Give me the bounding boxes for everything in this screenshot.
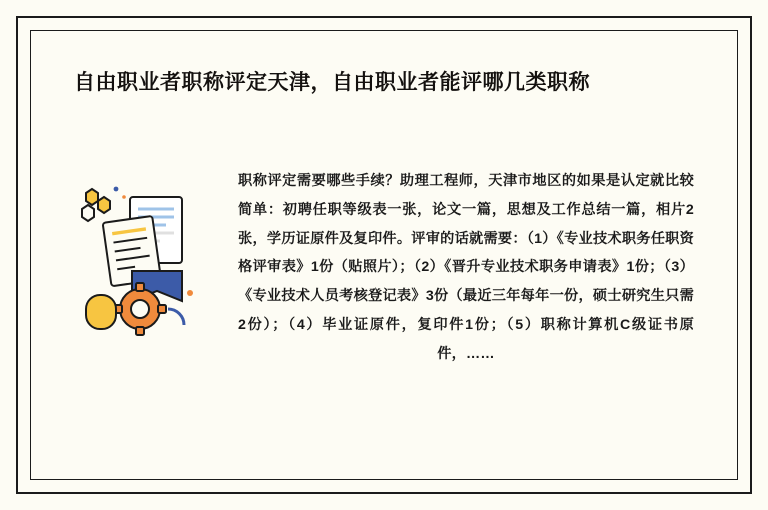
documents-and-gear-illustration [72, 175, 222, 345]
article-paragraph: 职称评定需要哪些手续？助理工程师，天津市地区的如果是认定就比较简单：初聘任职等级表一张，论文一篇，思想及工作总结一篇，相片2张，学历证原件及复印件。评审的话就需要：（1）《专业技术职务任职资格评审表》1份（贴照片）；（2）《晋升专业技术职务申请表》1份；（3）《专业技术人员考核登记表》3份（最近三年每年一份，硕士研究生只需2份）；（4）毕业证原件，复印件1份；（5）职称计算机C级证书原件，…… [238, 173, 694, 362]
page-title: 自由职业者职称评定天津，自由职业者能评哪几类职称 [74, 71, 590, 94]
document-content [30, 30, 738, 480]
article-body [68, 165, 700, 382]
